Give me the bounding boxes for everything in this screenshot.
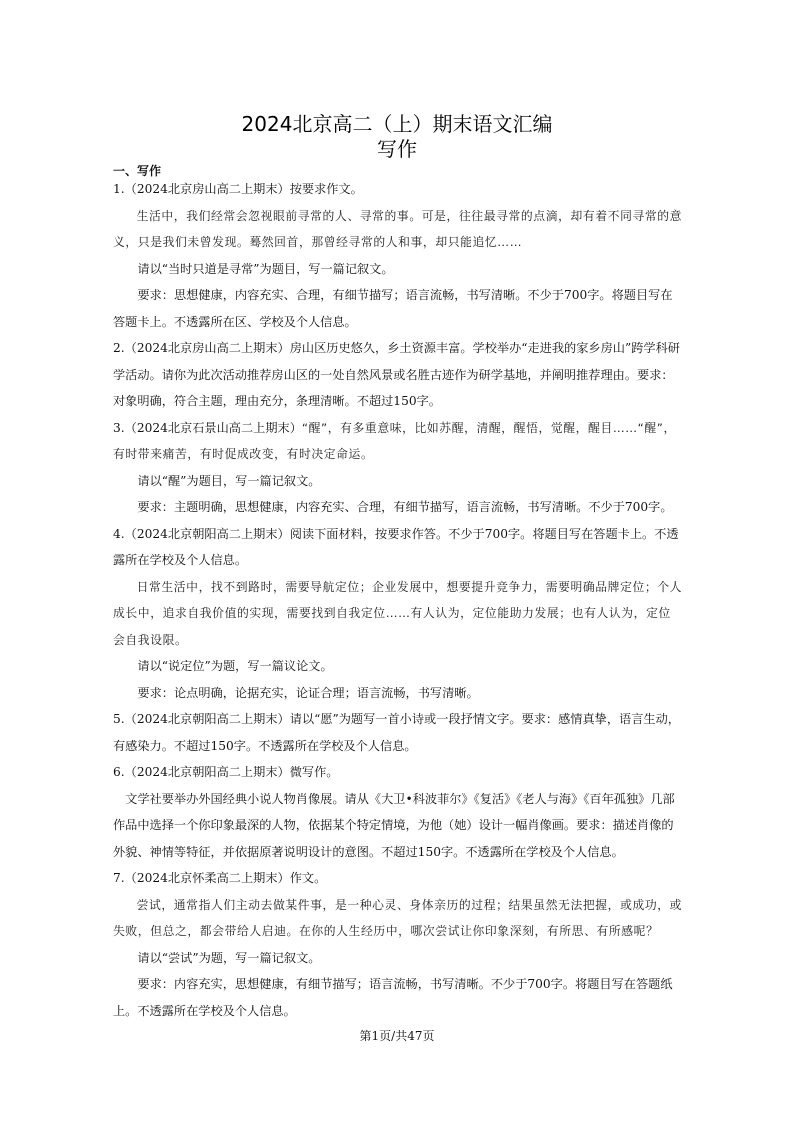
question-6-body: 文学社要举办外国经典小说人物肖像展。请从《大卫•科波菲尔》《复活》《老人与海》《百年孤独》几部作品中选择一个你印象最深的人物，依据某个特定情境，为他（她）设计一幅肖像画。要求：描述肖像的外貌、神情等特征，并依据原著说明设计的意图。不超过150字。不透露所在学校及个人信息。 [113, 791, 675, 859]
document-subtitle: 写作 [377, 137, 417, 161]
question-4-material: 日常生活中，找不到路时，需要导航定位；企业发展中，想要提升竞争力，需要明确品牌定位；个人成长中，追求自我价值的实现，需要找到自我定位……有人认为，定位能助力发展；也有人认为，定位会自我设限。 [113, 579, 683, 647]
question-6-head: 6.（2024北京朝阳高二上期末）微写作。 [113, 765, 339, 779]
question-4-prompt: 请以“说定位”为题，写一篇议论文。 [137, 659, 333, 673]
question-3-prompt: 请以“醒”为题目，写一篇记叙文。 [137, 473, 321, 488]
question-1-prompt: 请以“当时只道是寻常”为题目，写一篇记叙文。 [137, 261, 394, 276]
section-heading: 一、写作 [113, 164, 162, 178]
question-2-head: 2.（2024北京房山高二上期末）房山区历史悠久，乡土资源丰富。学校举办“走进我的家乡房山”跨学科研学活动。请你为此次活动推荐房山区的一处自然风景或名胜古迹作为研学基地，并阐明推荐理由。要求：对象明确，符合主题，理由充分，条理清晰。不超过150字。 [113, 341, 680, 408]
question-3 [113, 415, 683, 468]
question-7-head: 7.（2024北京怀柔高二上期末）作文。 [113, 871, 327, 885]
question-3-requirements: 要求：主题明确，思想健康，内容充实、合理，有细节描写，语言流畅，书写清晰。不少于700字。 [137, 500, 673, 514]
question-list [113, 176, 683, 1024]
question-4-requirements: 要求：论点明确，论据充实，论证合理；语言流畅，书写清晰。 [137, 685, 479, 700]
question-5-head: 5.（2024北京朝阳高二上期末）请以“愿”为题写一首小诗或一段抒情文字。要求：感情真挚，语言生动，有感染力。不超过150字。不透露所在学校及个人信息。 [113, 712, 680, 753]
question-3-head: 3.（2024北京石景山高二上期末） [113, 420, 302, 435]
question-1-material: 生活中，我们经常会忽视眼前寻常的人、寻常的事。可是，往往最寻常的点滴，却有着不同寻常的意义，只是我们未曾发现。蓦然回首，那曾经寻常的人和事，却只能追忆…… [113, 208, 683, 249]
question-1-requirements: 要求：思想健康，内容充实、合理，有细节描写；语言流畅，书写清晰。不少于700字。将题目写在答题卡上。不透露所在区、学校及个人信息。 [113, 288, 673, 329]
question-4-head: 4.（2024北京朝阳高二上期末）阅读下面材料，按要求作答。不少于700字。将题目写在答题卡上。不透露所在学校及个人信息。 [113, 526, 679, 567]
document-title: 2024北京高二（上）期末语文汇编 [241, 112, 553, 136]
question-7-material: 尝试，通常指人们主动去做某件事，是一种心灵、身体亲历的过程；结果虽然无法把握，或成功，或失败，但总之，都会带给人启迪。在你的人生经历中，哪次尝试让你印象深刻，有所思、有所感呢？ [113, 897, 683, 938]
page-number: 第1页/共47页 [359, 1029, 435, 1043]
question-3-material: “醒”，有多重意味，比如苏醒，清醒，醒悟，觉醒，醒目……“醒”，有时带来痛苦，有时促成改变，有时决定命运。 [113, 420, 676, 461]
question-1-head: 1.（2024北京房山高二上期末）按要求作文。 [113, 182, 363, 196]
question-7-requirements: 要求：内容充实，思想健康，有细节描写；语言流畅，书写清晰。不少于700字。将题目写在答题纸上。不透露所在学校及个人信息。 [113, 977, 673, 1018]
question-7-prompt: 请以“尝试”为题，写一篇记叙文。 [137, 950, 321, 965]
